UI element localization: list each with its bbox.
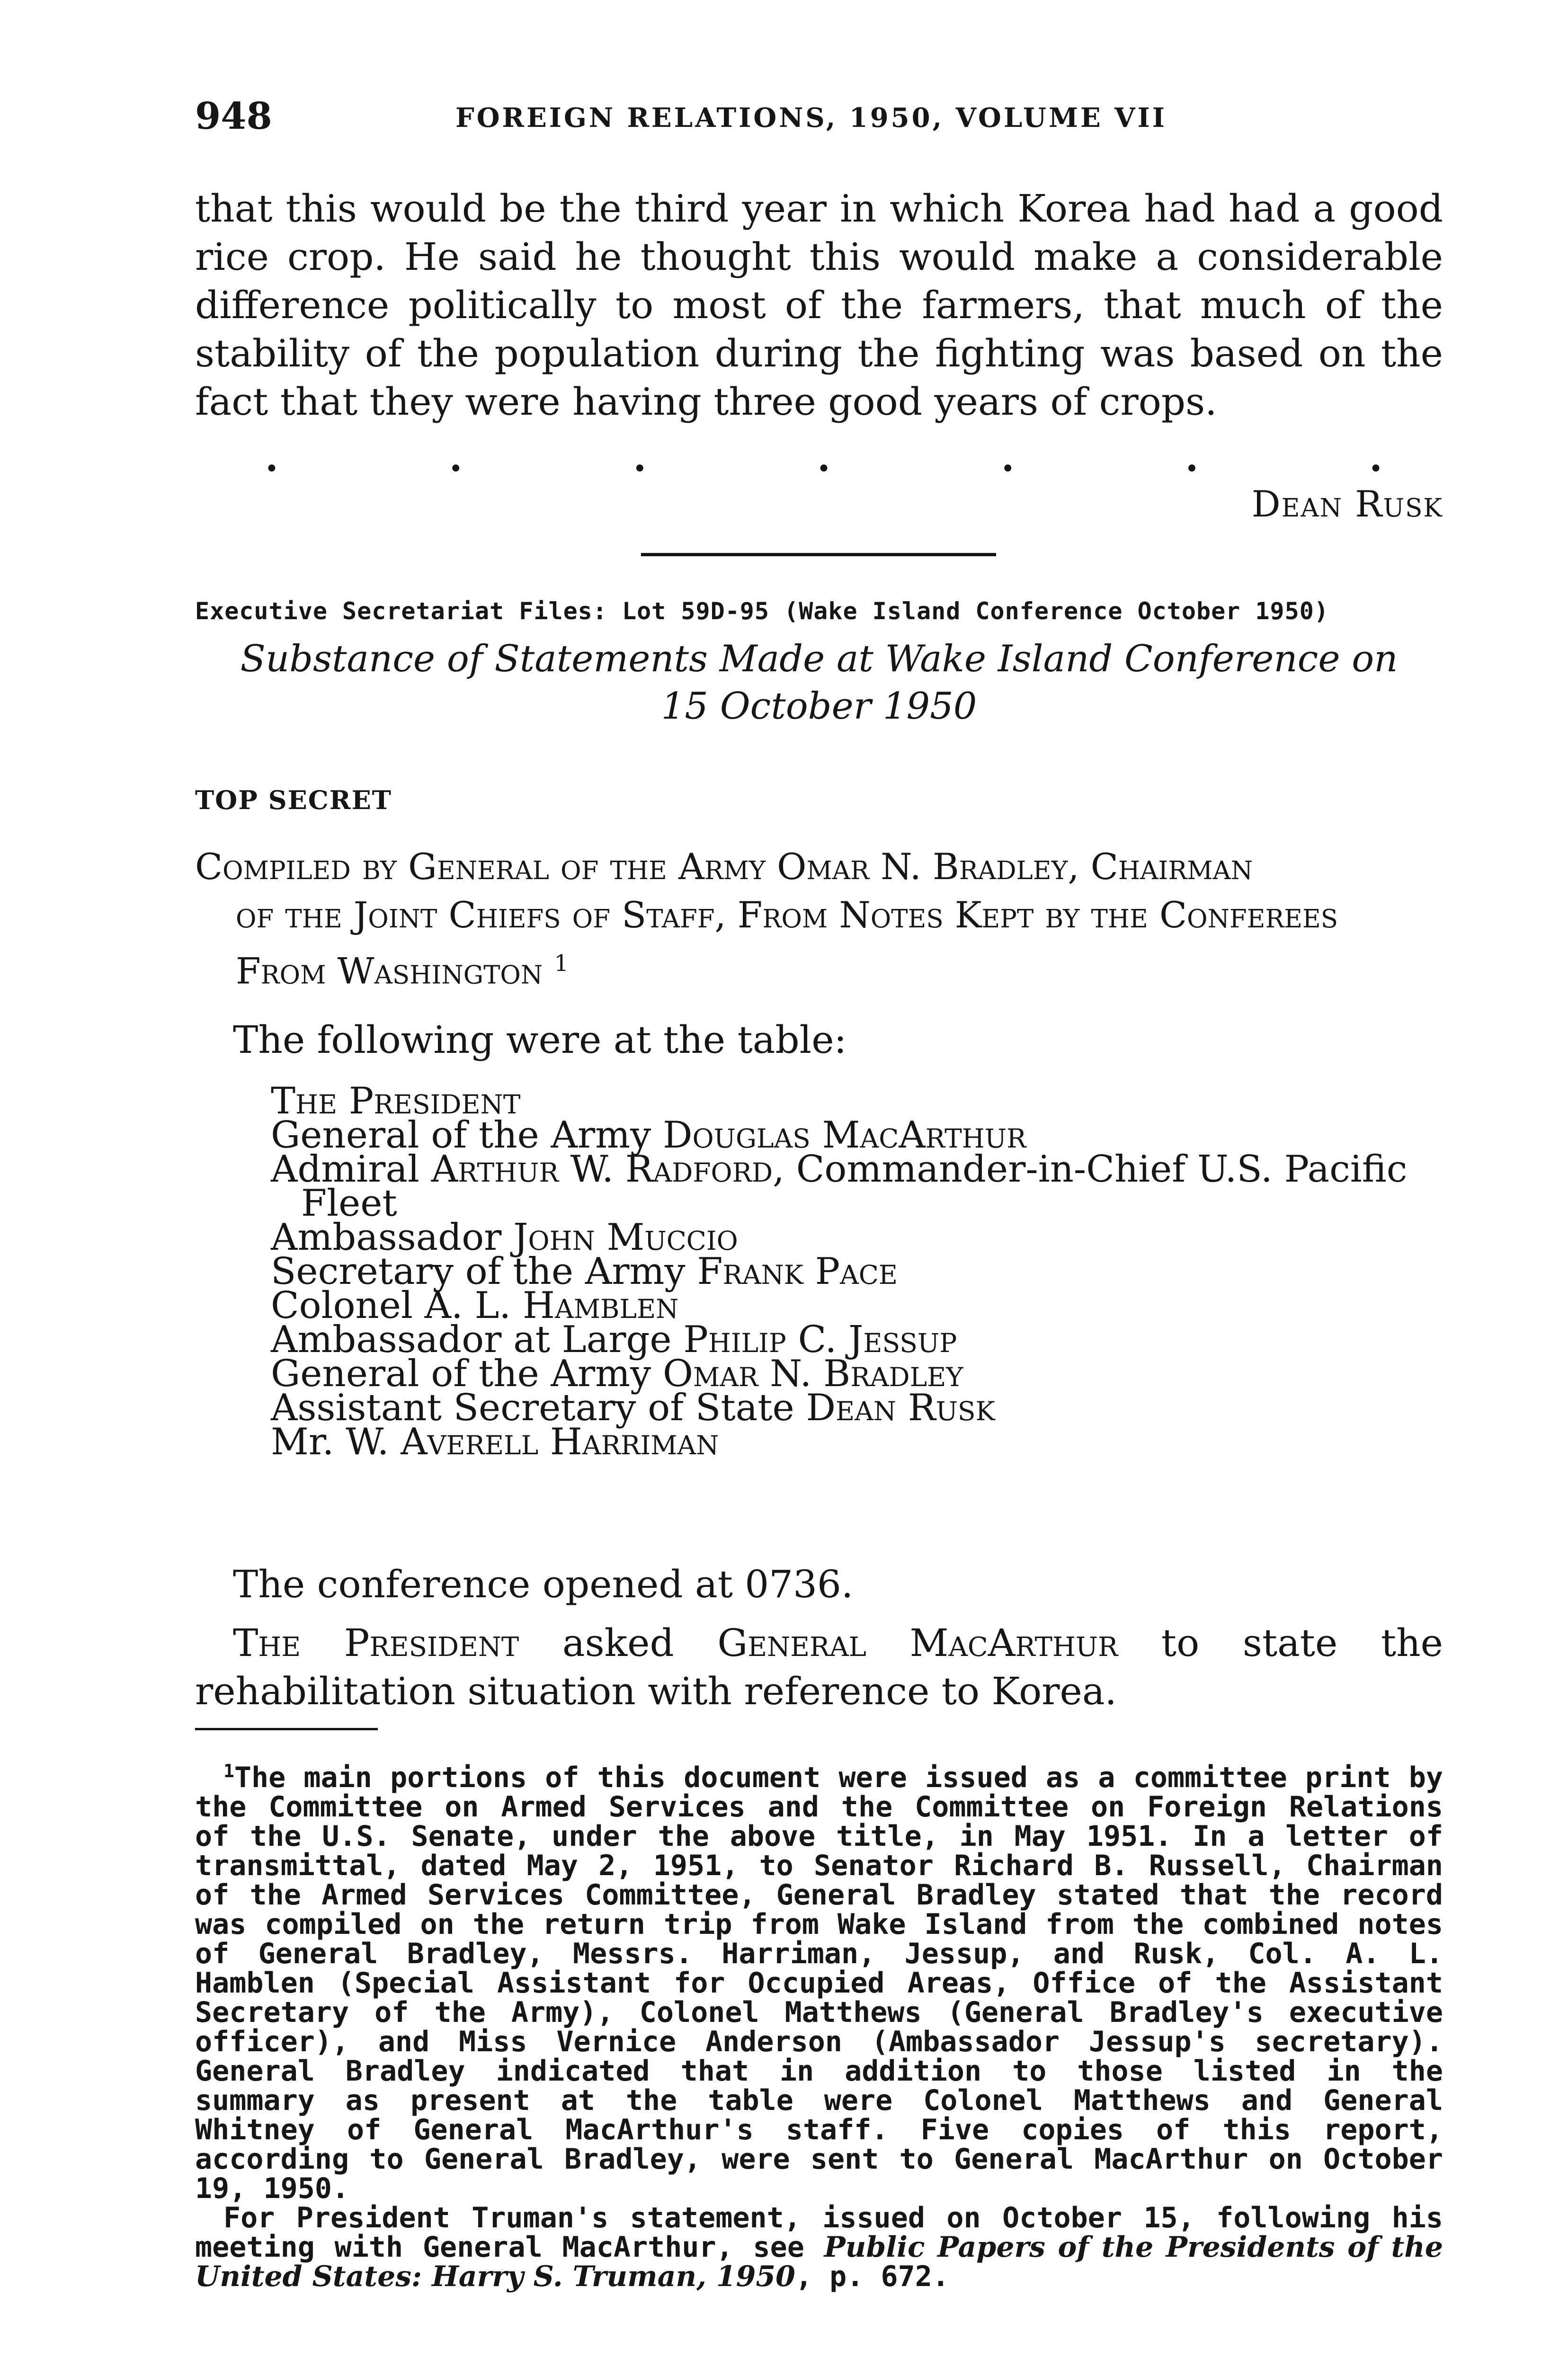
attendee: Mr. W. Averell Harriman [271,1421,719,1463]
ellipsis-dot: . [1185,436,1199,480]
volume-title: FOREIGN RELATIONS, 1950, VOLUME VII [455,102,1167,133]
footnote-reference: 1 [554,950,569,977]
ellipsis-dot: . [633,436,647,480]
running-head [195,95,1386,151]
footnote-rule [195,1728,378,1730]
conference-opened: The conference opened at 0736. [233,1562,854,1606]
signature: Dean Rusk [1251,483,1443,525]
attendee: General of the Army Omar N. Bradley [271,1353,963,1395]
document-title-line1: Substance of Statements Made at Wake Island Conference on [240,638,1398,680]
attendee: General of the Army Douglas MacArthur [271,1114,1026,1157]
page-number: 948 [195,95,272,138]
ellipsis-dot: . [449,436,463,480]
attendee: Secretary of the Army Frank Pace [271,1250,898,1293]
attendee: Ambassador at Large Philip C. Jessup [271,1318,957,1361]
compiled-line3: From Washington [236,950,543,992]
classification-marking: TOP SECRET [195,785,392,815]
footnote [195,1756,1443,2291]
compiled-line1: Compiled by General of the Army Omar N. Bradley, Chairman [195,845,1253,888]
ellipsis-row [265,436,1382,480]
president-paragraph: The President asked General MacArthur to state the rehabilitation situation with reference to Korea. [195,1621,1443,1713]
attendees-intro: The following were at the table: [233,1018,847,1062]
footnote-para1: $^1$The main portions of this document were issued as a committee print by the Committee on Armed Services and the Committee on Foreign Relations of the U.S. Senate, under the above title, in May 1951. In a letter of transmittal, dated May 2, 1951, to Senator Richard B. Russell, Chairman of the Armed Services Committee, General Bradley stated that the record was compiled on the return trip from Wake Island from the combined notes of General Bradley, Messrs. Harriman, Jessup, and Rusk, Col. A. L. Hamblen (Special Assistant for Occupied Areas, Office of the Assistant Secretary of the Army), Colonel Matthews (General Bradley's executive officer), and Miss Vernice Anderson (Ambassador Jessup's secretary). General Bradley indicated that in addition to those listed in the summary as present at the table were Colonel Matthews and General Whitney of General MacArthur's staff. Five copies of this report, according to General Bradley, were sent to General MacArthur on October 19, 1950. [195,1761,1443,2205]
compiled-line2: of the Joint Chiefs of Staff, From Notes Kept by the Conferees [236,894,1338,936]
document-title [195,635,1443,730]
continuation-paragraph: that this would be the third year in which Korea had had a good rice crop. He said he thought this would make a considerable difference politically to most of the farmers, that much of the stability of the population during the fighting was based on the fact that they were having three good years of crops. [195,187,1443,424]
attendee-list [271,1080,1443,1463]
file-reference: Executive Secretariat Files: Lot 59D-95 (Wake Island Conference October 1950) [195,597,1329,625]
attendee: Assistant Secretary of State Dean Rusk [271,1387,995,1429]
ellipsis-dot: . [1369,436,1382,480]
footnote-para2: For President Truman's statement, issued on October 15, following his meeting with General MacArthur, see Public Papers of the Presidents of the United States: Harry S. Truman, 1950, p. 672. [195,2201,1443,2293]
compiled-by-heading [195,843,1443,995]
attendee: Admiral Arthur W. Radford, Commander-in-Chief U.S. Pacific Fleet [271,1148,1408,1225]
ellipsis-dot: . [1001,436,1015,480]
attendee: Colonel A. L. Hamblen [271,1284,679,1327]
document-title-line2: 15 October 1950 [661,685,977,728]
ellipsis-dot: . [817,436,830,480]
ellipsis-dot: . [265,436,278,480]
attendee: Ambassador John Muccio [271,1216,738,1259]
attendee: The President [271,1080,521,1122]
compiled-line3-wrap [195,939,1443,995]
section-divider [641,553,996,556]
